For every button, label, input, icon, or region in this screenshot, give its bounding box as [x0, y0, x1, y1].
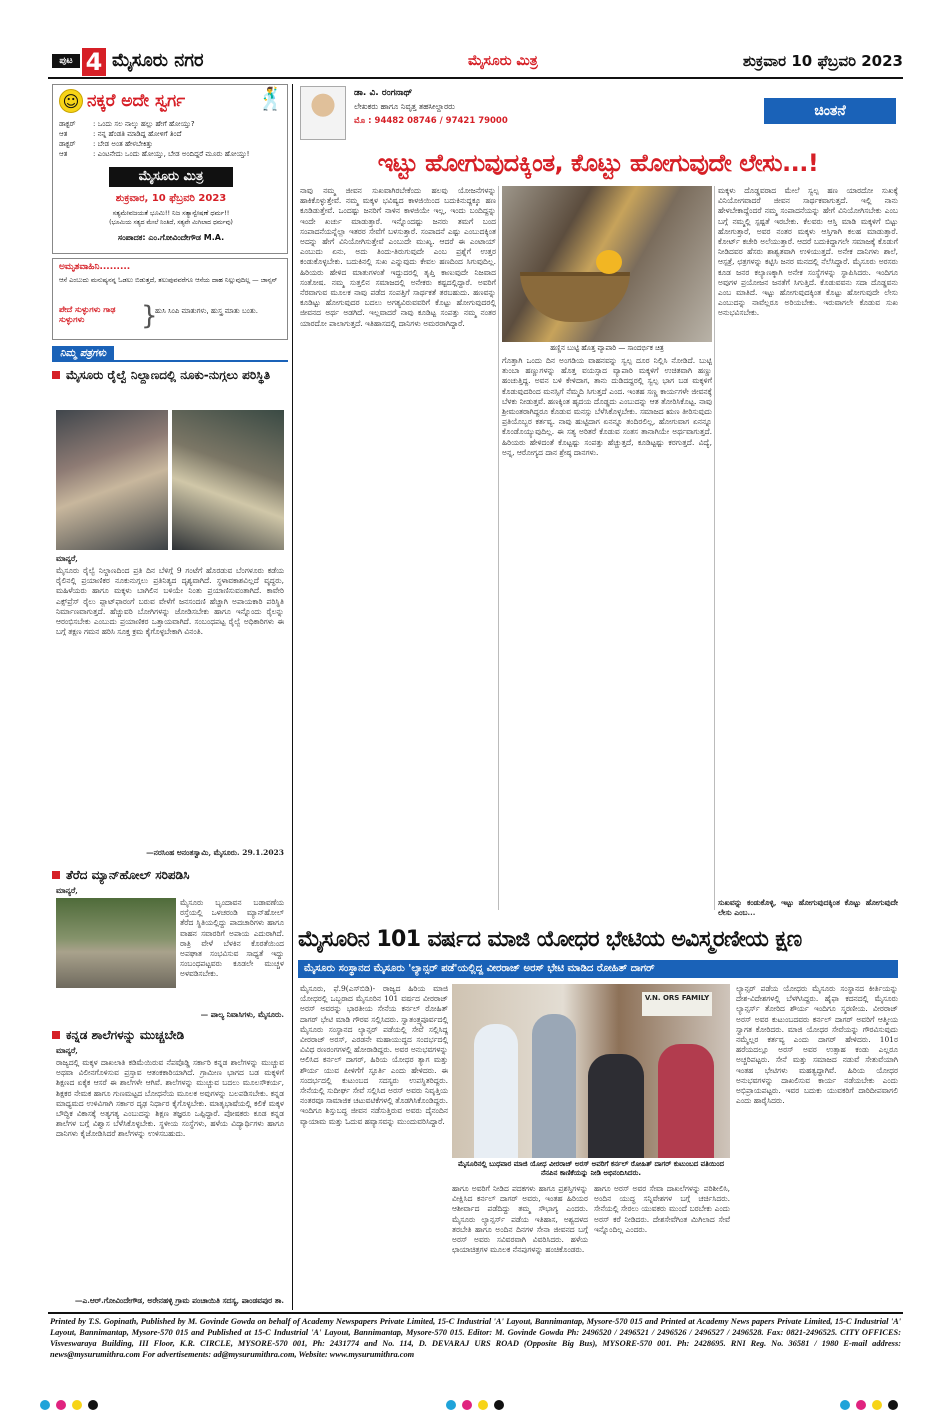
- yellow-dot: [478, 1400, 488, 1410]
- train-crowd-photo-2: [172, 410, 284, 550]
- letter-2-signature: — ಪಾಲ್ಯ ನಿವಾಸಿಗಳು, ಮೈಸೂರು.: [200, 1010, 284, 1019]
- fruit-vendor-photo: [502, 186, 712, 342]
- laughing-face-icon: ☺: [59, 89, 83, 113]
- column-divider-1: [498, 186, 499, 910]
- author-description: ಲೇಖಕರು ಹಾಗೂ ನಿವೃತ್ತ ತಹಸೀಲ್ದಾರರು: [354, 102, 455, 111]
- author-phone: ಮೊ : 94482 08746 / 97421 79000: [354, 116, 508, 126]
- feature-body-mid: ಹಾಗೂ ಅವರಿಗೆ ನೀಡಿದ ಪದಕಗಳು ಹಾಗೂ ಪ್ರಶಸ್ತಿಗಳನ್ನು ವೀಕ್ಷಿಸಿದ ಕರ್ನಲ್ ದಾಗರ್ ಅವರು, ಇಂತಹ ಹಿರಿಯರ ಆಶೀರ್ವಾದ ಪಡೆದಿದ್ದು ತಮ್ಮ ಸೌಭಾಗ್ಯ ಎಂದರು. ಮೈಸೂರು ಲ್ಯಾನ್ಸರ್ಸ್ ಪಡೆಯ ಇತಿಹಾಸ, ಅಶ್ವದಳದ ತರಬೇತಿ ಹಾಗೂ ಅಂದಿನ ದಿನಗಳ ಸೇನಾ ಜೀವನದ ಬಗ್ಗೆ ಅರಸ್ ಅವರು ಸವಿವರವಾಗಿ ವಿವರಿಸಿದರು. ಹಳೆಯ ಛಾಯಾಚಿತ್ರಗಳ ಮೂಲಕ ನೆನಪುಗಳನ್ನು ಹಂಚಿಕೊಂಡರು.: [452, 1184, 588, 1255]
- humor-box: [52, 84, 288, 254]
- manhole-photo: [56, 898, 176, 988]
- letter-2-lead: ಮಾನ್ಯರೆ,: [56, 886, 78, 895]
- yellow-dot: [872, 1400, 882, 1410]
- page-header: [48, 48, 903, 78]
- feature-body-bottom-mid: ಹಾಗೂ ಅರಸ್ ಅವರ ಸೇವಾ ದಾಖಲೆಗಳನ್ನು ಪರಿಶೀಲಿಸಿ, ಅಂದಿನ ಯುದ್ಧ ಸನ್ನಿವೇಶಗಳ ಬಗ್ಗೆ ಚರ್ಚಿಸಿದರು. ಸೇನೆಯಲ್ಲಿ ಸೇರಲು ಯುವಕರು ಮುಂದೆ ಬರಬೇಕು ಎಂದು ಅರಸ್ ಕರೆ ನೀಡಿದರು. ದೇಶಸೇವೆಗಿಂತ ಮಿಗಿಲಾದ ಸೇವೆ ಇನ್ನೊಂದಿಲ್ಲ ಎಂದರು.: [594, 1184, 730, 1234]
- black-dot: [88, 1400, 98, 1410]
- header-rule: [48, 77, 903, 79]
- column-tag: ಚಿಂತನೆ: [764, 98, 896, 124]
- yellow-dot: [72, 1400, 82, 1410]
- fruit-vendor-caption: ಹಣ್ಣಿನ ಬುಟ್ಟಿ ಹೊತ್ತ ವ್ಯಾಪಾರಿ — ಸಾಂದರ್ಭಿಕ ಚಿತ್ರ: [550, 344, 664, 352]
- letters-section-title: ನಿಮ್ಮ ಪತ್ರಗಳು: [52, 346, 114, 362]
- black-dot: [494, 1400, 504, 1410]
- column-text-1: ನಾವು ನಮ್ಮ ಜೀವನ ಸುಖವಾಗಿರಬೇಕೆಂದು ಹಲವು ಯೋಜನೆಗಳನ್ನು ಹಾಕಿಕೊಳ್ಳುತ್ತೇವೆ. ನಮ್ಮ ಮಕ್ಕಳ ಭವಿಷ್ಯದ ಕಾಳಜಿಯಿಂದ ಬದುಕಿನುದ್ದಕ್ಕೂ ಹಣ ಕೂಡಿಡುತ್ತೇವೆ. ಒಂದಷ್ಟು ಜನರಿಗೆ ನಾಳಿನ ಕಾಳಜಿಯೇ ಇಲ್ಲ, ಇಂದು ಬಂದಿದ್ದನ್ನು ಇಂದೇ ಖರ್ಚು ಮಾಡುತ್ತಾರೆ. ಇನ್ನೊಂದಷ್ಟು ಜನರು ತಮಗೆ ಬಂದ ಸಂಪಾದನೆಯನ್ನೆಲ್ಲಾ ಇತರರ ಸೇವೆಗೆ ಬಳಸುತ್ತಾರೆ. ಸಂಪಾದನೆ ಎಷ್ಟು ಎಂಬುದಕ್ಕಿಂತ ಅದನ್ನು ಹೇಗೆ ವಿನಿಯೋಗಿಸುತ್ತೇವೆ ಎಂಬುದೇ ಮುಖ್ಯ. ಆದರೆ ಈ ಎಂಟಾಯ್ ಎಂಬುದು ಏನು, ಅದು ತಿಂದು-ತಿರುಗುವುದೇ ಎಂಬ ಪ್ರಶ್ನೆಗೆ ಉತ್ತರ ಕಂಡುಕೊಳ್ಳಬೇಕು. ಬದುಕಿನಲ್ಲಿ ಸುಖ ಎನ್ನುವುದು ಕೇವಲ ಹಣದಿಂದ ಸಿಗುವುದಿಲ್ಲ. ಹಿರಿಯರು ಹೇಳಿದ ಮಾತುಗಳಂತೆ ಇದ್ದುದರಲ್ಲಿ ತೃಪ್ತಿ ಕಾಣುವುದೇ ನಿಜವಾದ ಸಂತೋಷ. ನಮ್ಮ ಸುತ್ತಲಿನ ಸಮಾಜದಲ್ಲಿ ಅನೇಕರು ಕಷ್ಟದಲ್ಲಿದ್ದಾರೆ. ಅವರಿಗೆ ನೆರವಾಗುವ ಮೂಲಕ ನಾವು ಪಡೆದ ಸಂಪತ್ತಿಗೆ ಸಾರ್ಥಕತೆ ತರಬಹುದು. ಹಣವನ್ನು ಕೂಡಿಟ್ಟು ಹೋಗುವುದರ ಬದಲು ಅಗತ್ಯವಿರುವವರಿಗೆ ಕೊಟ್ಟು ಹೋಗುವುದರಲ್ಲಿ ಜೀವನದ ಅರ್ಥ ಅಡಗಿದೆ. ಇಲ್ಲವಾದರೆ ನಾವು ಕೂಡಿಟ್ಟ ಸಂಪತ್ತು ನಮ್ಮ ನಂತರ ಯಾರದೋ ಪಾಲಾಗುತ್ತದೆ. ಇತಿಹಾಸದಲ್ಲಿ ದಾನಿಗಳು ಅಮರರಾಗಿದ್ದಾರೆ.: [300, 186, 496, 328]
- magenta-dot: [462, 1400, 472, 1410]
- veteran-photo: [452, 984, 730, 1158]
- banner-sign: V.N. ORS FAMILY: [642, 992, 712, 1016]
- letter-3-title: ಕನ್ನಡ ಶಾಲೆಗಳನ್ನು ಮುಚ್ಚಬೇಡಿ: [52, 1028, 288, 1043]
- motto-translation: (ಭೂಮಿಯ ಸತ್ಯದ ಮೇಲೆ ನಿಂತಿದೆ, ಸತ್ಯವೇ ಮಿಗಿಲಾದ ಧರ್ಮವು): [109, 219, 233, 226]
- person-shape-3: [588, 1054, 644, 1158]
- magenta-dot: [856, 1400, 866, 1410]
- masthead-logo: ಮೈಸೂರು ಮಿತ್ರ: [109, 167, 233, 187]
- letter-3-body: ರಾಜ್ಯದಲ್ಲಿ ಮಕ್ಕಳ ದಾಖಲಾತಿ ಕಡಿಮೆಯಿರುವ ನೆಪವೊಡ್ಡಿ ಸರ್ಕಾರಿ ಕನ್ನಡ ಶಾಲೆಗಳನ್ನು ಮುಚ್ಚುವ ಅಥವಾ ವಿಲೀನಗೊಳಿಸುವ ಪ್ರಸ್ತಾವ ಆತಂಕಕಾರಿಯಾಗಿದೆ. ಗ್ರಾಮೀಣ ಭಾಗದ ಬಡ ಮಕ್ಕಳಿಗೆ ಶಿಕ್ಷಣದ ಏಕೈಕ ಆಸರೆ ಈ ಶಾಲೆಗಳೇ ಆಗಿವೆ. ಶಾಲೆಗಳನ್ನು ಮುಚ್ಚುವ ಬದಲು ಮೂಲಸೌಕರ್ಯ, ಶಿಕ್ಷಕರ ನೇಮಕ ಹಾಗೂ ಗುಣಮಟ್ಟದ ಬೋಧನೆಯ ಮೂಲಕ ಅವುಗಳನ್ನು ಬಲಪಡಿಸಬೇಕು. ಕನ್ನಡ ಮಾಧ್ಯಮದ ಉಳಿವಿಗಾಗಿ ಸರ್ಕಾರ ದೃಢ ನಿರ್ಧಾರ ಕೈಗೊಳ್ಳಬೇಕು. ಮಾತೃಭಾಷೆಯಲ್ಲಿ ಕಲಿಕೆ ಮಕ್ಕಳ ಬೌದ್ಧಿಕ ವಿಕಾಸಕ್ಕೆ ಅತ್ಯಗತ್ಯ ಎಂಬುದನ್ನು ಶಿಕ್ಷಣ ತಜ್ಞರೂ ಒಪ್ಪಿದ್ದಾರೆ. ಪೋಷಕರು ಕೂಡ ಕನ್ನಡ ಶಾಲೆಗಳ ಬಗ್ಗೆ ವಿಶ್ವಾಸ ಬೆಳೆಸಿಕೊಳ್ಳಬೇಕು. ಸ್ಥಳೀಯ ಸಂಸ್ಥೆಗಳು, ಹಳೆಯ ವಿದ್ಯಾರ್ಥಿಗಳು ಹಾಗೂ ದಾನಿಗಳು ಕೈಜೋಡಿಸಿದರೆ ಶಾಲೆಗಳನ್ನು ಉಳಿಸಬಹುದು.: [56, 1058, 284, 1139]
- feature-body-left: ಮೈಸೂರು, ಫೆ.9(ಎಸ್‌ಬಿಡಿ)- ರಾಜ್ಯದ ಹಿರಿಯ ಮಾಜಿ ಯೋಧರಲ್ಲಿ ಒಬ್ಬರಾದ ಮೈಸೂರಿನ 101 ವರ್ಷದ ವೀರರಾಜ್ ಅರಸ್ ಅವರನ್ನು ಭಾರತೀಯ ಸೇನೆಯ ಕರ್ನಲ್ ರೋಹಿತ್ ದಾಗರ್ ಭೇಟಿ ಮಾಡಿ ಗೌರವ ಸಲ್ಲಿಸಿದರು. ಸ್ವಾತಂತ್ರ್ಯಪೂರ್ವದಲ್ಲಿ ಮೈಸೂರು ಸಂಸ್ಥಾನದ ಲ್ಯಾನ್ಸರ್ ಪಡೆಯಲ್ಲಿ ಸೇವೆ ಸಲ್ಲಿಸಿದ್ದ ವೀರರಾಜ್ ಅರಸ್, ಎರಡನೇ ಮಹಾಯುದ್ಧದ ಸಂದರ್ಭದಲ್ಲಿ ವಿವಿಧ ರಣರಂಗಗಳಲ್ಲಿ ಹೋರಾಡಿದ್ದರು. ಅವರ ಅನುಭವಗಳನ್ನು ಆಲಿಸಿದ ಕರ್ನಲ್ ದಾಗರ್, ಹಿರಿಯ ಯೋಧರ ತ್ಯಾಗ ಮತ್ತು ಶೌರ್ಯ ಯುವ ಪೀಳಿಗೆಗೆ ಸ್ಫೂರ್ತಿ ಎಂದು ಹೇಳಿದರು. ಈ ಸಂದರ್ಭದಲ್ಲಿ ಕುಟುಂಬದ ಸದಸ್ಯರು ಉಪಸ್ಥಿತರಿದ್ದರು. ಸೇನೆಯಲ್ಲಿ ಸುದೀರ್ಘ ಸೇವೆ ಸಲ್ಲಿಸಿದ ಅರಸ್ ಅವರು ನಿವೃತ್ತಿಯ ನಂತರವೂ ಸಾಮಾಜಿಕ ಚಟುವಟಿಕೆಗಳಲ್ಲಿ ತೊಡಗಿಸಿಕೊಂಡಿದ್ದರು. ಇಂದಿಗೂ ಶಿಸ್ತುಬದ್ಧ ಜೀವನ ನಡೆಸುತ್ತಿರುವ ಅವರು ದೈನಂದಿನ ವ್ಯಾಯಾಮ ಮತ್ತು ಓದುವ ಹವ್ಯಾಸವನ್ನು ಮುಂದುವರಿಸಿದ್ದಾರೆ.: [300, 984, 448, 1126]
- letter-2-body: ಮೈಸೂರು ಬೃಂದಾವನ ಬಡಾವಣೆಯ ರಸ್ತೆಯಲ್ಲಿ ಒಳಚರಂಡಿ ಮ್ಯಾನ್‌ಹೋಲ್ ತೆರೆದ ಸ್ಥಿತಿಯಲ್ಲಿದ್ದು ಪಾದಚಾರಿಗಳು ಹಾಗೂ ವಾಹನ ಸವಾರರಿಗೆ ಅಪಾಯ ಎದುರಾಗಿದೆ. ರಾತ್ರಿ ವೇಳೆ ಬೆಳಕಿನ ಕೊರತೆಯಿಂದ ಅಪಘಾತ ಸಂಭವಿಸುವ ಸಾಧ್ಯತೆ ಇದ್ದು ಸಂಬಂಧಪಟ್ಟವರು ಕೂಡಲೇ ಮುಚ್ಚಳ ಅಳವಡಿಸಬೇಕು.: [180, 898, 284, 979]
- cyan-dot: [40, 1400, 50, 1410]
- humor-title: ನಕ್ಕರೆ ಅದೇ ಸ್ವರ್ಗ: [87, 91, 186, 111]
- veteran-photo-caption: ಮೈಸೂರಿನಲ್ಲಿ ಬುಧವಾರ ಮಾಜಿ ಯೋಧ ವೀರರಾಜ್ ಅರಸ್ ಅವರಿಗೆ ಕರ್ನಲ್ ರೋಹಿತ್ ದಾಗರ್ ಕುಟುಂಬದ ವತಿಯಿಂದ ನೆನಪಿನ ಕಾಣಿಕೆಯನ್ನು ನೀಡಿ ಅಭಿನಂದಿಸಿದರು.: [457, 1160, 725, 1177]
- letter-2-title: ತೆರೆದ ಮ್ಯಾನ್‌ಹೋಲ್ ಸರಿಪಡಿಸಿ: [52, 868, 288, 883]
- brand-title: ಮೈಸೂರು ಮಿತ್ರ: [468, 53, 538, 69]
- bullet-square-icon: [52, 871, 60, 879]
- dialogue-line: ಡಾಕ್ಟರ್ : ಒಂದು ಸಲ ನಾಲ್ಕು ಹಲ್ಲು ಹೇಗೆ ಹೋಯ್ತು?: [59, 120, 195, 128]
- bullet-square-icon: [52, 1031, 60, 1039]
- dialogue-line: ಆತ : ನನ್ನ ಹೆಂಡತಿ ಮಾಡಿದ್ದ ಹೋಳಿಗೆ ತಿಂದೆ: [59, 130, 182, 138]
- column-end-note: ಸುಖವನ್ನು ಕಂಡುಕೊಳ್ಳಿ, ಇಟ್ಟು ಹೋಗುವುದಕ್ಕಿಂತ ಕೊಟ್ಟು ಹೋಗುವುದೇ ಲೇಸು ಎಂಬ...: [718, 898, 898, 918]
- letters-section-tab: [52, 346, 288, 362]
- cyan-dot: [840, 1400, 850, 1410]
- registration-marks: [40, 1400, 900, 1412]
- letter-3-signature: —ಎ.ಆರ್.ಗೋವಿಂದೇಗೌಡ, ಅರೇನಹಳ್ಳಿ ಗ್ರಾಮ ಪಂಚಾಯಿತಿ ಸದಸ್ಯ, ಪಾಂಡವಪುರ ತಾ.: [74, 1296, 284, 1305]
- column-divider-2: [714, 186, 715, 910]
- brace-glyph: }: [141, 301, 158, 331]
- author-photo: [300, 86, 346, 140]
- fruit-shape: [596, 250, 622, 274]
- page-number: 4: [82, 48, 106, 76]
- feature-body-right: ಲ್ಯಾನ್ಸರ್ ಪಡೆಯ ಯೋಧರು ಮೈಸೂರು ಸಂಸ್ಥಾನದ ಕೀರ್ತಿಯನ್ನು ದೇಶ-ವಿದೇಶಗಳಲ್ಲಿ ಬೆಳಗಿಸಿದ್ದರು. ಹೈಫಾ ಕದನದಲ್ಲಿ ಮೈಸೂರು ಲ್ಯಾನ್ಸರ್ಸ್ ತೋರಿದ ಶೌರ್ಯ ಇಂದಿಗೂ ಸ್ಮರಣೀಯ. ವೀರರಾಜ್ ಅರಸ್ ಅವರ ಕುಟುಂಬದವರು ಕರ್ನಲ್ ದಾಗರ್ ಅವರಿಗೆ ಆತ್ಮೀಯ ಸ್ವಾಗತ ಕೋರಿದರು. ಮಾಜಿ ಯೋಧರ ಸೇವೆಯನ್ನು ಗೌರವಿಸುವುದು ನಮ್ಮೆಲ್ಲರ ಕರ್ತವ್ಯ ಎಂದು ದಾಗರ್ ಹೇಳಿದರು. 101ರ ಹರೆಯದಲ್ಲೂ ಅರಸ್ ಅವರ ಉತ್ಸಾಹ ಕಂಡು ಎಲ್ಲರೂ ಅಚ್ಚರಿಪಟ್ಟರು. ಸೇನೆ ಮತ್ತು ಸಮಾಜದ ನಡುವೆ ಸೇತುವೆಯಾಗಿ ಇಂತಹ ಭೇಟಿಗಳು ಮಹತ್ವದ್ದಾಗಿವೆ. ಹಿರಿಯ ಯೋಧರ ಅನುಭವಗಳನ್ನು ದಾಖಲಿಸುವ ಕಾರ್ಯ ನಡೆಯಬೇಕು ಎಂದು ಅಭಿಪ್ರಾಯಪಟ್ಟರು. ಇವರ ಬದುಕು ಯುವಕರಿಗೆ ದಾರಿದೀಪವಾಗಲಿ ಎಂದು ಹಾರೈಸಿದರು.: [736, 984, 898, 1106]
- column-text-3: ಮಕ್ಕಳು ದೊಡ್ಡವರಾದ ಮೇಲೆ ಸ್ವಲ್ಪ ಹಣ ಯಾರದೋ ಸುಖಕ್ಕೆ ವಿನಿಯೋಗವಾದರೆ ಜೀವನ ಸಾರ್ಥಕವಾಗುತ್ತದೆ. ಇಲ್ಲಿ ನಾನು ಹೇಳಬೇಕಾದ್ದೆಂದರೆ ನಮ್ಮ ಸಂಪಾದನೆಯನ್ನು ಹೇಗೆ ವಿನಿಯೋಗಿಸಬೇಕು ಎಂಬ ಬಗ್ಗೆ ನಮ್ಮಲ್ಲಿ ಸ್ಪಷ್ಟತೆ ಇರಬೇಕು. ಕೆಲವರು ಆಸ್ತಿ ಮಾಡಿ ಮಕ್ಕಳಿಗೆ ಬಿಟ್ಟು ಹೋಗುತ್ತಾರೆ, ಅವರ ನಂತರ ಮಕ್ಕಳು ಆಸ್ತಿಗಾಗಿ ಕಲಹ ಮಾಡುತ್ತಾರೆ. ಕೋರ್ಟ್ ಕಚೇರಿ ಅಲೆಯುತ್ತಾರೆ. ಆದರೆ ಬದುಕಿದ್ದಾಗಲೇ ಸಮಾಜಕ್ಕೆ ಕೊಡುಗೆ ನೀಡಿದವರ ಹೆಸರು ಶಾಶ್ವತವಾಗಿ ಉಳಿಯುತ್ತದೆ. ಅನೇಕ ದಾನಿಗಳು ಶಾಲೆ, ಆಸ್ಪತ್ರೆ, ಛತ್ರಗಳನ್ನು ಕಟ್ಟಿಸಿ ಜನರ ಮನದಲ್ಲಿ ನೆಲೆಸಿದ್ದಾರೆ. ಮೈಸೂರು ಅರಸರು ಕೂಡ ಜನರ ಕಲ್ಯಾಣಕ್ಕಾಗಿ ಅನೇಕ ಸಂಸ್ಥೆಗಳನ್ನು ಸ್ಥಾಪಿಸಿದರು. ಇಂದಿಗೂ ಅವುಗಳ ಪ್ರಯೋಜನ ಜನತೆಗೆ ಸಿಗುತ್ತಿದೆ. ಕೊಡುವವನು ಸದಾ ದೊಡ್ಡವನು ಎಂಬ ಮಾತಿದೆ. ಇಟ್ಟು ಹೋಗುವುದಕ್ಕಿಂತ ಕೊಟ್ಟು ಹೋಗುವುದೇ ಲೇಸು ಎಂಬುದನ್ನು ನಾವೆಲ್ಲರೂ ಅರಿಯಬೇಕು. ಇರುವಾಗಲೇ ಕೊಡುವ ಸುಖ ಅನುಭವಿಸಬೇಕು.: [718, 186, 898, 318]
- quote-title: ಅಮೃತವಾಹಿನಿ.........: [59, 262, 131, 272]
- feature-subhead: ಮೈಸೂರು ಸಂಸ್ಥಾನದ ಮೈಸೂರು 'ಲ್ಯಾನ್ಸರ್ ಪಡೆ'ಯಲ್ಲಿದ್ದ ವೀರರಾಜ್ ಅರಸ್ ಭೇಟಿ ಮಾಡಿದ ರೋಹಿತ್ ದಾಗರ್: [298, 960, 898, 978]
- letter-1-body: ಮೈಸೂರು ರೈಲ್ವೆ ನಿಲ್ದಾಣದಿಂದ ಪ್ರತಿ ದಿನ ಬೆಳಿಗ್ಗೆ 9 ಗಂಟೆಗೆ ಹೊರಡುವ ಬೆಂಗಳೂರು ಕಡೆಯ ರೈಲಿನಲ್ಲಿ ಪ್ರಯಾಣಿಕರ ನೂಕುನುಗ್ಗಲು ಪ್ರತಿನಿತ್ಯದ ದೃಶ್ಯವಾಗಿದೆ. ಸ್ಥಳಾವಕಾಶವಿಲ್ಲದೆ ವೃದ್ಧರು, ಮಹಿಳೆಯರು ಹಾಗೂ ಮಕ್ಕಳು ಬಾಗಿಲಿನ ಬಳಿಯೇ ನಿಂತು ಪ್ರಯಾಣಿಸುವಂತಾಗಿದೆ. ಕಾವೇರಿ ಎಕ್ಸ್‌ಪ್ರೆಸ್ ರೈಲು ಪ್ಲಾಟ್‌ಫಾರಂಗೆ ಬರುವ ವೇಳೆಗೆ ಜನಸಂದಣಿ ಹೆಚ್ಚಾಗಿ ಅಪಾಯಕಾರಿ ಪರಿಸ್ಥಿತಿ ನಿರ್ಮಾಣವಾಗುತ್ತದೆ. ಹೆಚ್ಚುವರಿ ಬೋಗಿಗಳನ್ನು ಜೋಡಿಸಬೇಕು ಹಾಗೂ ಇನ್ನೊಂದು ರೈಲನ್ನು ಆರಂಭಿಸಬೇಕು ಎಂಬುದು ಪ್ರಯಾಣಿಕರ ಒತ್ತಾಯವಾಗಿದೆ. ಸಂಬಂಧಪಟ್ಟ ರೈಲ್ವೆ ಅಧಿಕಾರಿಗಳು ಈ ಬಗ್ಗೆ ತಕ್ಷಣ ಗಮನ ಹರಿಸಿ ಸೂಕ್ತ ಕ್ರಮ ಕೈಗೊಳ್ಳಬೇಕಾಗಿ ವಿನಂತಿ.: [56, 566, 284, 637]
- footer-rule: [48, 1312, 903, 1314]
- person-shape-1: [474, 1024, 518, 1158]
- page-label: ಪುಟ: [52, 54, 80, 68]
- person-shape-2: [532, 1014, 576, 1158]
- cyan-dot: [446, 1400, 456, 1410]
- column-text-2: ಗೊತ್ತಾಗಿ ಒಂದು ದಿನ ಅಂಗಡಿಯ ವಾಹನವನ್ನು ಸ್ವಲ್ಪ ದೂರ ನಿಲ್ಲಿಸಿ ನೋಡಿದೆ. ಬುಟ್ಟಿ ತುಂಬಾ ಹಣ್ಣುಗಳನ್ನು ಹೊತ್ತ ವಯಸ್ಸಾದ ವ್ಯಾಪಾರಿ ಮಕ್ಕಳಿಗೆ ಉಚಿತವಾಗಿ ಹಣ್ಣು ಹಂಚುತ್ತಿದ್ದ. ಅವನ ಬಳಿ ಕೇಳಿದಾಗ, ತಾನು ದುಡಿದದ್ದರಲ್ಲಿ ಸ್ವಲ್ಪ ಭಾಗ ಬಡ ಮಕ್ಕಳಿಗೆ ಕೊಡುವುದರಿಂದ ಮನಸ್ಸಿಗೆ ನೆಮ್ಮದಿ ಸಿಗುತ್ತದೆ ಎಂದ. ಇಂತಹ ಸಣ್ಣ ಕಾರ್ಯಗಳೇ ಜೀವನಕ್ಕೆ ಬೆಳಕು ನೀಡುತ್ತವೆ. ಹಣಕ್ಕಿಂತ ಹೃದಯ ದೊಡ್ಡದು ಎಂಬುದನ್ನು ಆತ ತೋರಿಸಿಕೊಟ್ಟ. ನಾವು ಶ್ರೀಮಂತರಾಗಿದ್ದರೂ ಕೊಡುವ ಮನಸ್ಸು ಬೆಳೆಸಿಕೊಳ್ಳಬೇಕು. ಸಮಾಜದ ಋಣ ತೀರಿಸುವುದು ಪ್ರತಿಯೊಬ್ಬರ ಕರ್ತವ್ಯ. ನಾವು ಹುಟ್ಟಿದಾಗ ಏನನ್ನೂ ತಂದಿರಲಿಲ್ಲ, ಹೋಗುವಾಗ ಏನನ್ನೂ ಕೊಂಡೊಯ್ಯುವುದಿಲ್ಲ. ಈ ಸತ್ಯ ಅರಿತರೆ ಕೊಡುವ ಸಂತಸ ತಾನಾಗಿಯೇ ಅರ್ಥವಾಗುತ್ತದೆ. ಹಿರಿಯರು ಹೇಳಿದಂತೆ ಕೊಟ್ಟಷ್ಟು ಸಂಪತ್ತು ಹೆಚ್ಚುತ್ತದೆ, ಕೂಡಿಟ್ಟಷ್ಟು ಕರಗುತ್ತದೆ. ವಿದ್ಯೆ, ಅನ್ನ, ಆರೋಗ್ಯದ ದಾನ ಶ್ರೇಷ್ಠ ದಾನಗಳು.: [502, 356, 712, 457]
- bullet-square-icon: [52, 371, 60, 379]
- humor-dialogue: [59, 119, 285, 159]
- letter-1-lead: ಮಾನ್ಯರೆ,: [56, 554, 78, 563]
- author-box: [298, 84, 898, 144]
- editor-line: ಸಂಪಾದಕ: ಎಂ.ಗೋವಿಂದೇಗೌಡ M.A.: [117, 233, 225, 242]
- page-date: ಶುಕ್ರವಾರ 10 ಫೆಬ್ರವರಿ 2023: [742, 52, 903, 70]
- dialogue-line: ಆತ : ಎಂಟನೇದು ಒಂದು ಹೋಯ್ತು, ಬೇಡ ಅಂದಿದ್ದರೆ ಮೂರು ಹೋಯ್ತು!: [59, 150, 250, 158]
- quote-right: ಹುಸಿ ಸಿಂಪಿ ಮಾತುಗಳು, ಹುಸ್ತ್ರ ಮಾತು ಬಂತು.: [155, 307, 258, 315]
- letter-1-title: ಮೈಸೂರು ರೈಲ್ವೆ ನಿಲ್ದಾಣದಲ್ಲಿ ನೂಕು-ನುಗ್ಗಲು ಪರಿಸ್ಥಿತಿ: [52, 368, 288, 383]
- quote-text: ಆಸೆ ಎಂಬುದು ಮನುಷ್ಯನನ್ನ ಓಡಲು ಬಿಡುತ್ತದೆ, ತಲುಪುವವರೆಗೂ ಆಸೆಯ ದಾಹ ನಿಲ್ಲುವುದಿಲ್ಲ — ಜಾನ್ಸನ್: [59, 276, 278, 284]
- section-title: ಮೈಸೂರು ನಗರ: [112, 50, 204, 71]
- letter-1-signature: —ನರಸಿಂಹ ಅನಂತಸ್ವಾಮಿ, ಮೈಸೂರು. 29.1.2023: [146, 848, 284, 857]
- magenta-dot: [56, 1400, 66, 1410]
- person-shape-4: [658, 1044, 714, 1158]
- quote-left: ಪೇದೆ ಸುಳ್ಳುಗಳು ಗಾಢ ಸುಳ್ಳುಗಳು: [59, 305, 116, 324]
- train-crowd-photo-1: [56, 410, 168, 550]
- motto: ಸತ್ಯಮೇವಜಯತೆ ಭೂಮಿ!! ನಿಜ ಸತ್ಯಾನ್ವೇಷಣೆ ಧರ್ಮ!!: [112, 209, 230, 217]
- author-name: ಡಾ. ವಿ. ರಂಗನಾಥ್: [354, 88, 413, 98]
- basket-shape: [520, 272, 630, 322]
- letter-3-lead: ಮಾನ್ಯರೆ,: [56, 1046, 78, 1055]
- masthead-date: ಶುಕ್ರವಾರ, 10 ಫೆಬ್ರವರಿ 2023: [115, 193, 227, 204]
- column-headline: ಇಟ್ಟು ಹೋಗುವುದಕ್ಕಿಂತ, ಕೊಟ್ಟು ಹೋಗುವುದೇ ಲೇಸು...!: [377, 149, 819, 177]
- black-dot: [888, 1400, 898, 1410]
- dancing-figure-icon: 🕺: [257, 87, 285, 112]
- feature-headline: ಮೈಸೂರಿನ 101 ವರ್ಷದ ಮಾಜಿ ಯೋಧರ ಭೇಟಿಯ ಅವಿಸ್ಮರಣೀಯ ಕ್ಷಣ: [298, 927, 802, 952]
- left-column-divider: [292, 84, 293, 1310]
- quote-box: [52, 258, 288, 340]
- footer-imprint: Printed by T.S. Gopinath, Published by M. Govinde Gowda on behalf of Academy Newspapers Private Limited, 15-C Industrial 'A' Layout, Bannimantap, Mysore-570 015 and Printed at Academy News papers Private Limited, 15-C Industrial 'A' Layout, Bannimantap, Mysore-570 015 and Published at 15-C Industrial 'A' Layout, Bannimantap, Mysore-570 015. Editor: M. Govinde Gowda Ph: 2496520 / 2496521 / 2496526 / 2496527 / 2496528. Fax: 0821-2496525. CITY OFFICES: Visveswaraya Building, III Floor, K.R. CIRCLE, MYSORE-570 001, Ph: 2431774 and No. 114, D. DEVARAJ URS ROAD (Opposite Big Bus), MYSORE-570 001. Ph: 2428695. RNI Reg. No. 36581 / 1980 E-mail address: news@mysurumithra.com For advertisements: ad@mysurumithra.com, Website: www.mysurumithra.com: [50, 1317, 901, 1359]
- dialogue-line: ಡಾಕ್ಟರ್ : ಬೇಡ ಅಂತ ಹೇಳಬೇಕಿತ್ತು: [59, 140, 153, 148]
